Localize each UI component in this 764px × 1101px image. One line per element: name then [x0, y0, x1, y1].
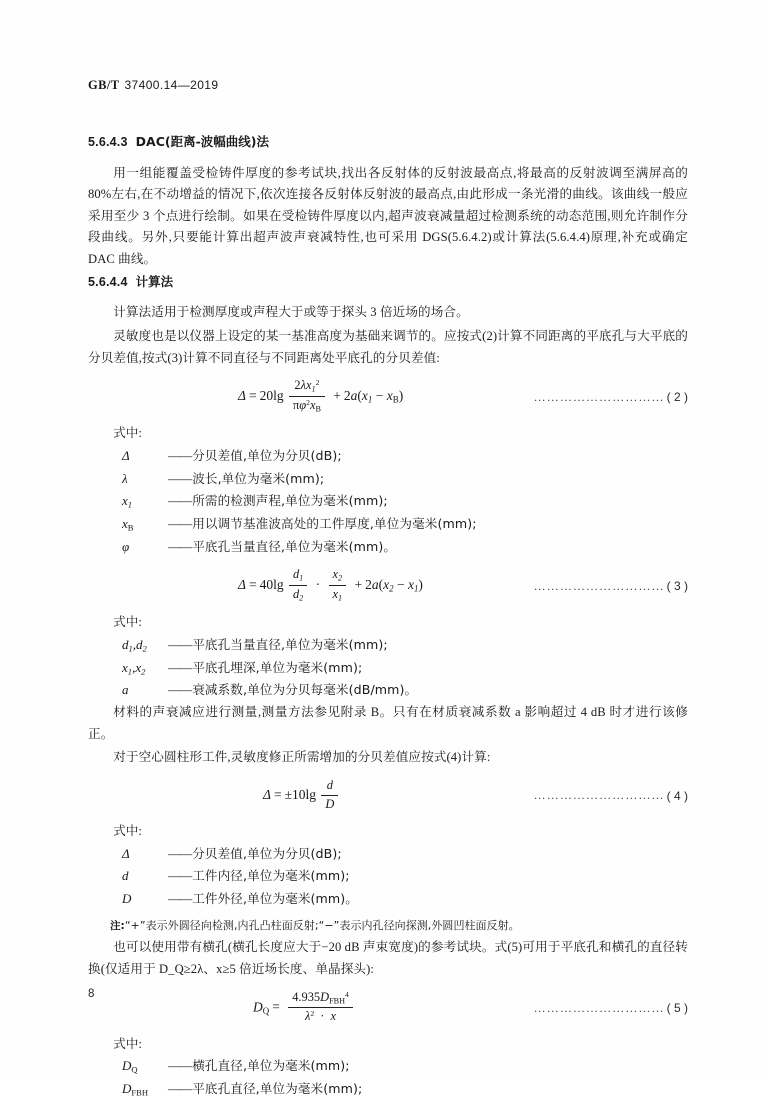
definition-text: 工件外径,单位为毫米(mm)。: [192, 890, 358, 906]
note-text: “+”表示外圆径向检测,内孔凸柱面反射;“−”表示内孔径向探测,外圆凹柱面反射。: [124, 918, 520, 932]
definition-symbol: Δ: [122, 845, 130, 861]
definition-item: $D_Q$ —— 横孔直径,单位为毫米(mm);: [88, 1055, 688, 1078]
formula-4-row: [88, 779, 688, 813]
formula-5: $D_Q$ = $\frac{4.935D_{FBH}^4}{\lambda^2 \cdot x}$: [253, 991, 355, 1026]
note-label: 注:: [110, 919, 125, 932]
formula-3-leader: …………………………: [533, 578, 665, 593]
definition-list-eq2: [88, 445, 688, 558]
definition-symbol: $D_{FBH}$: [122, 1081, 149, 1098]
definition-symbol: $D_Q$: [122, 1058, 138, 1075]
clause-title: DAC(距离-波幅曲线)法: [135, 134, 269, 149]
definition-symbol: $d_1,d_2$: [122, 636, 147, 654]
definition-symbol: λ: [122, 470, 128, 486]
definition-text: 分贝差值,单位为分贝(dB);: [192, 447, 342, 463]
formula-3: Δ = 40lg $\frac{d_1}{d_2}$ · $\frac{x_2}{x_1}$ + $2a(x_2 - x_1)$: [238, 567, 423, 603]
where-label-2: 式中:: [113, 426, 142, 441]
definition-text: 衰减系数,单位为分贝每毫米(dB/mm)。: [192, 682, 418, 698]
paragraph-side-drilled: 也可以使用带有横孔(横孔长度应大于−20 dB 声束宽度)的参考试块。式(5)可用于平底孔和横孔的直径转换(仅适用于 D_Q≥2λ、x≥5 倍近场长度、单晶探头):: [88, 940, 688, 977]
standard-code: GB/T: [88, 78, 120, 92]
formula-4-number: ( 4 ): [666, 788, 688, 803]
paragraph-attenuation: 材料的声衰减应进行测量,测量方法参见附录 B。只有在材质衰减系数 a 影响超过 4 dB 时才进行该修正。: [88, 704, 688, 741]
definition-list-eq5: [88, 1055, 688, 1100]
definition-list-eq4: [88, 843, 688, 911]
definition-symbol: Δ: [122, 447, 130, 463]
definition-item: $x_B$ —— 用以调节基准波高处的工件厚度,单位为毫米(mm);: [88, 513, 688, 536]
formula-5-number: ( 5 ): [666, 1001, 688, 1016]
formula-2: Δ = 20lg $\frac{2\lambda x_1^2}{\pi\varphi^2x_B}$ + $2a(x_1 - x_B)$: [238, 378, 404, 414]
clause-number: 5.6.4.4: [88, 274, 128, 289]
heading-5-6-4-3: [88, 133, 688, 152]
formula-2-row: [88, 379, 688, 415]
definition-list-eq3: [88, 634, 688, 702]
definition-symbol: φ: [122, 538, 130, 554]
definition-item: a —— 衰减系数,单位为分贝每毫米(dB/mm)。: [88, 679, 688, 702]
definition-text: 平底孔当量直径,单位为毫米(mm);: [192, 636, 388, 652]
definition-item: Δ —— 分贝差值,单位为分贝(dB);: [88, 445, 688, 468]
definition-item: $d_1,d_2$ —— 平底孔当量直径,单位为毫米(mm);: [88, 634, 688, 657]
where-label-3: 式中:: [113, 615, 142, 630]
formula-5-row: [88, 991, 688, 1026]
definition-item: $D_{FBH}$ —— 平底孔直径,单位为毫米(mm);: [88, 1078, 688, 1101]
paragraph-calc-scope: 计算法适用于检测厚度或声程大于或等于探头 3 倍近场的场合。: [113, 305, 469, 320]
where-label-4: 式中:: [113, 823, 142, 838]
formula-3-number: ( 3 ): [666, 579, 688, 594]
page-number: 8: [88, 988, 95, 1000]
definition-text: 平底孔当量直径,单位为毫米(mm)。: [192, 538, 397, 554]
definition-symbol: $x_B$: [122, 515, 134, 533]
definition-text: 工件内径,单位为毫米(mm);: [192, 868, 350, 884]
definition-item: d —— 工件内径,单位为毫米(mm);: [88, 865, 688, 888]
definition-text: 横孔直径,单位为毫米(mm);: [192, 1058, 350, 1074]
definition-symbol: $x_1$: [122, 493, 133, 510]
definition-item: λ —— 波长,单位为毫米(mm);: [88, 468, 688, 491]
formula-2-number: ( 2 ): [666, 390, 688, 405]
definition-item: φ —— 平底孔当量直径,单位为毫米(mm)。: [88, 536, 688, 559]
paragraph-hollow-cylinder: 对于空心圆柱形工件,灵敏度修正所需增加的分贝差值应按式(4)计算:: [113, 750, 491, 765]
definition-text: 用以调节基准波高处的工件厚度,单位为毫米(mm);: [192, 515, 477, 531]
definition-text: 平底孔直径,单位为毫米(mm);: [192, 1081, 363, 1097]
note-paragraph: [88, 917, 688, 936]
definition-item: D —— 工件外径,单位为毫米(mm)。: [88, 888, 688, 911]
clause-number: 5.6.4.3: [88, 135, 128, 149]
definition-symbol: a: [122, 682, 129, 698]
definition-symbol: $x_1,x_2$: [122, 659, 146, 677]
definition-text: 分贝差值,单位为分贝(dB);: [192, 845, 342, 861]
page-content: [88, 78, 688, 1101]
paragraph-sensitivity: 灵敏度也是以仪器上设定的某一基准高度为基础来调节的。应按式(2)计算不同距离的平底孔与大平底的分贝差值,按式(3)计算不同直径与不同距离处平底孔的分贝差值:: [88, 328, 688, 365]
definition-symbol: D: [122, 890, 132, 906]
formula-3-row: [88, 568, 688, 604]
standard-number: 37400.14—2019: [124, 78, 219, 92]
formula-2-leader: …………………………: [533, 389, 665, 404]
paragraph-dac: 用一组能覆盖受检铸件厚度的参考试块,找出各反射体的反射波最高点,将最高的反射波调至满屏高的 80%左右,在不动增益的情况下,依次连接各反射体反射波的最高点,由此形成一条光滑的曲线。该曲线一般应采用至少 3 个点进行绘制。如果在受检铸件厚度以内,超声波衰减量超过检测系统的动态范围,则允许制作分段曲线。另外,只要能计算出超声波声衰减特性,也可采用 DGS(5.6.4.2)或计算法(5.6.4.4)原理,补充或确定 DAC 曲线。: [88, 165, 688, 267]
definition-text: 所需的检测声程,单位为毫米(mm);: [192, 493, 388, 509]
heading-5-6-4-4: [88, 273, 688, 292]
definition-item: Δ —— 分贝差值,单位为分贝(dB);: [88, 843, 688, 866]
definition-text: 平底孔埋深,单位为毫米(mm);: [192, 659, 363, 675]
definition-symbol: d: [122, 868, 129, 884]
definition-item: $x_1,x_2$ —— 平底孔埋深,单位为毫米(mm);: [88, 657, 688, 680]
definition-text: 波长,单位为毫米(mm);: [192, 470, 325, 486]
running-header: [88, 78, 688, 93]
formula-5-leader: …………………………: [533, 1000, 665, 1015]
definition-item: $x_1$ —— 所需的检测声程,单位为毫米(mm);: [88, 490, 688, 513]
where-label-5: 式中:: [113, 1036, 142, 1051]
formula-4: Δ = ±10lg $\frac{d}{D}$: [263, 779, 340, 813]
formula-4-leader: …………………………: [533, 788, 665, 803]
clause-title: 计算法: [135, 273, 174, 289]
